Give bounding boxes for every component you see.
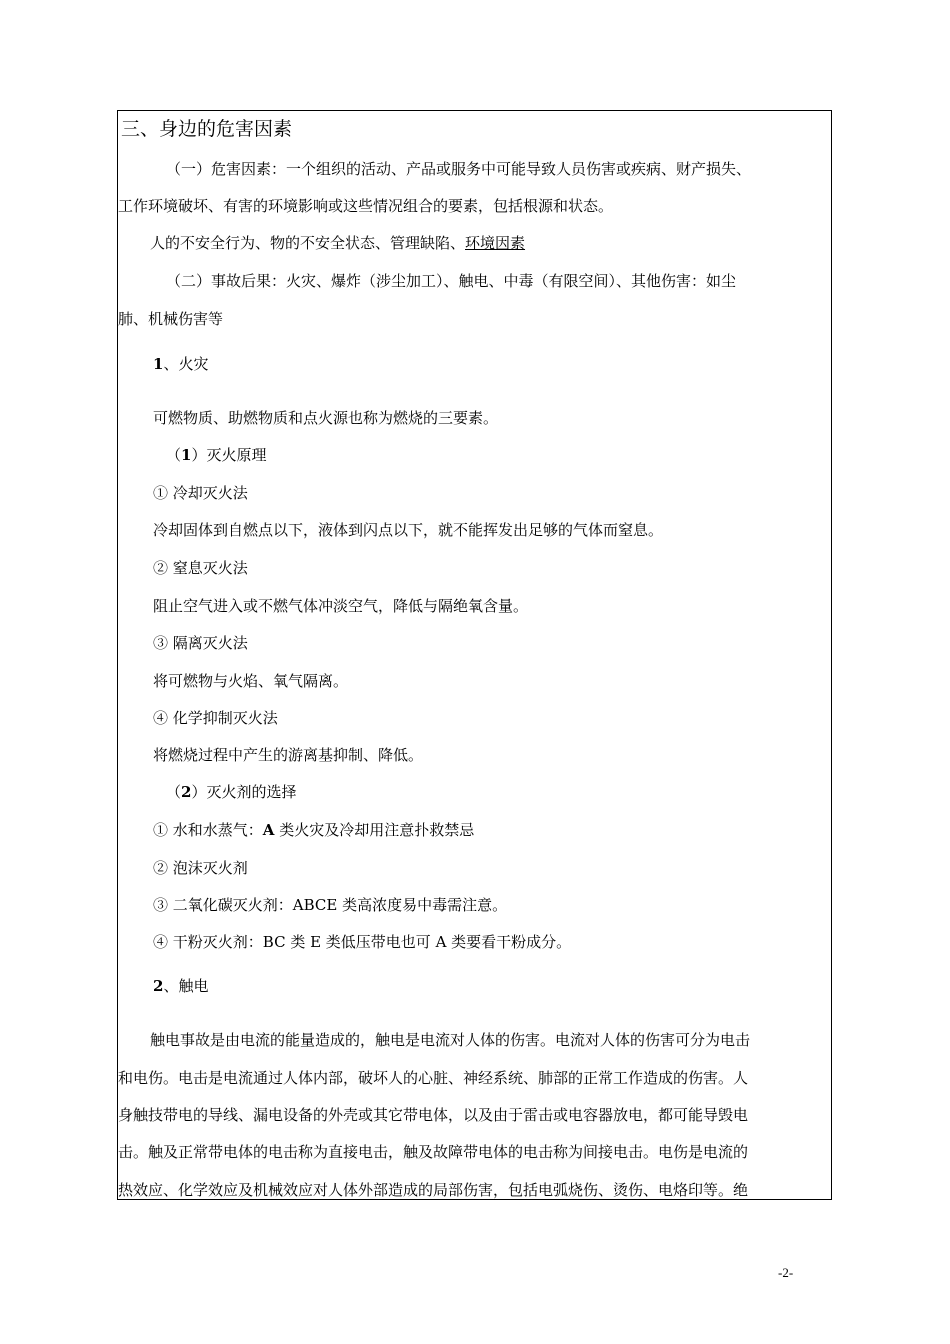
agent1 [153,820,474,840]
agent4: ④ 干粉灭火剂：BC 类 E 类低压带电也可 A 类要看干粉成分。 [153,933,572,951]
fire-heading [153,354,208,374]
fire-heading-text: 、火灾 [163,355,209,373]
agent-heading [166,782,296,802]
fire-elements: 可燃物质、助燃物质和点火源也称为燃烧的三要素。 [153,409,499,427]
method2-desc: 阻止空气进入或不燃气体冲淡空气，降低与隔绝氧含量。 [153,597,529,615]
method4-title: ④ 化学抑制灭火法 [153,709,278,727]
principle-heading-pre: （ [166,446,182,464]
agent-heading-num: 2 [181,783,192,801]
method3-title: ③ 隔离灭火法 [153,634,248,652]
method4-desc: 将燃烧过程中产生的游离基抑制、降低。 [153,746,424,764]
content-table [117,110,832,1200]
method2-title: ② 窒息灭火法 [153,559,248,577]
shock-line4: 击。触及正常带电体的电击称为直接电击，触及故障带电体的电击称为间接电击。电伤是电流的 [118,1143,749,1161]
shock-line1: 触电事故是由电流的能量造成的，触电是电流对人体的伤害。电流对人体的伤害可分为电击 [150,1031,751,1049]
section-title: 三、身边的危害因素 [121,118,293,140]
fire-heading-num: 1 [153,355,164,373]
para2-line1: （二）事故后果：火灾、爆炸（涉尘加工）、触电、中毒（有限空间）、其他伤害：如尘 [166,272,737,290]
factors-underlined: 环境因素 [465,234,526,252]
page-number: -2- [778,1265,794,1280]
factors-line [150,233,525,253]
agent-heading-pre: （ [166,783,182,801]
method1-title: ① 冷却灭火法 [153,484,248,502]
shock-line3: 身触技带电的导线、漏电设备的外壳或其它带电体，以及由于雷击或电容器放电，都可能导毁电 [118,1106,749,1124]
agent-heading-text: ）灭火剂的选择 [191,783,297,801]
factors-prefix: 人的不安全行为、物的不安全状态、管理缺陷、 [150,234,466,252]
agent2: ② 泡沫灭火剂 [153,859,248,877]
shock-heading [153,976,208,996]
principle-heading [166,445,266,465]
agent1-post: 类火灾及冷却用注意扑救禁忌 [274,821,475,839]
principle-heading-num: 1 [181,446,192,464]
shock-heading-text: 、触电 [163,977,209,995]
shock-heading-num: 2 [153,977,164,995]
agent3: ③ 二氧化碳灭火剂：ABCE 类高浓度易中毒需注意。 [153,896,508,914]
method1-desc: 冷却固体到自燃点以下，液体到闪点以下，就不能挥发出足够的气体而窒息。 [153,521,664,539]
para1-line2: 工作环境破坏、有害的环境影响或这些情况组合的要素，包括根源和状态。 [118,197,614,215]
agent1-pre: ① 水和水蒸气： [153,821,263,839]
shock-line2: 和电伤。电击是电流通过人体内部，破坏人的心脏、神经系统、肺部的正常工作造成的伤害。人 [118,1069,749,1087]
para1-line1: （一）危害因素：一个组织的活动、产品或服务中可能导致人员伤害或疾病、财产损失、 [166,160,752,178]
principle-heading-text: ）灭火原理 [191,446,267,464]
shock-line5: 热效应、化学效应及机械效应对人体外部造成的局部伤害，包括电弧烧伤、烫伤、电烙印等。绝 [118,1181,749,1199]
method3-desc: 将可燃物与火焰、氧气隔离。 [153,672,349,690]
agent1-bold: A [262,821,275,839]
para2-line2: 肺、机械伤害等 [118,310,224,328]
